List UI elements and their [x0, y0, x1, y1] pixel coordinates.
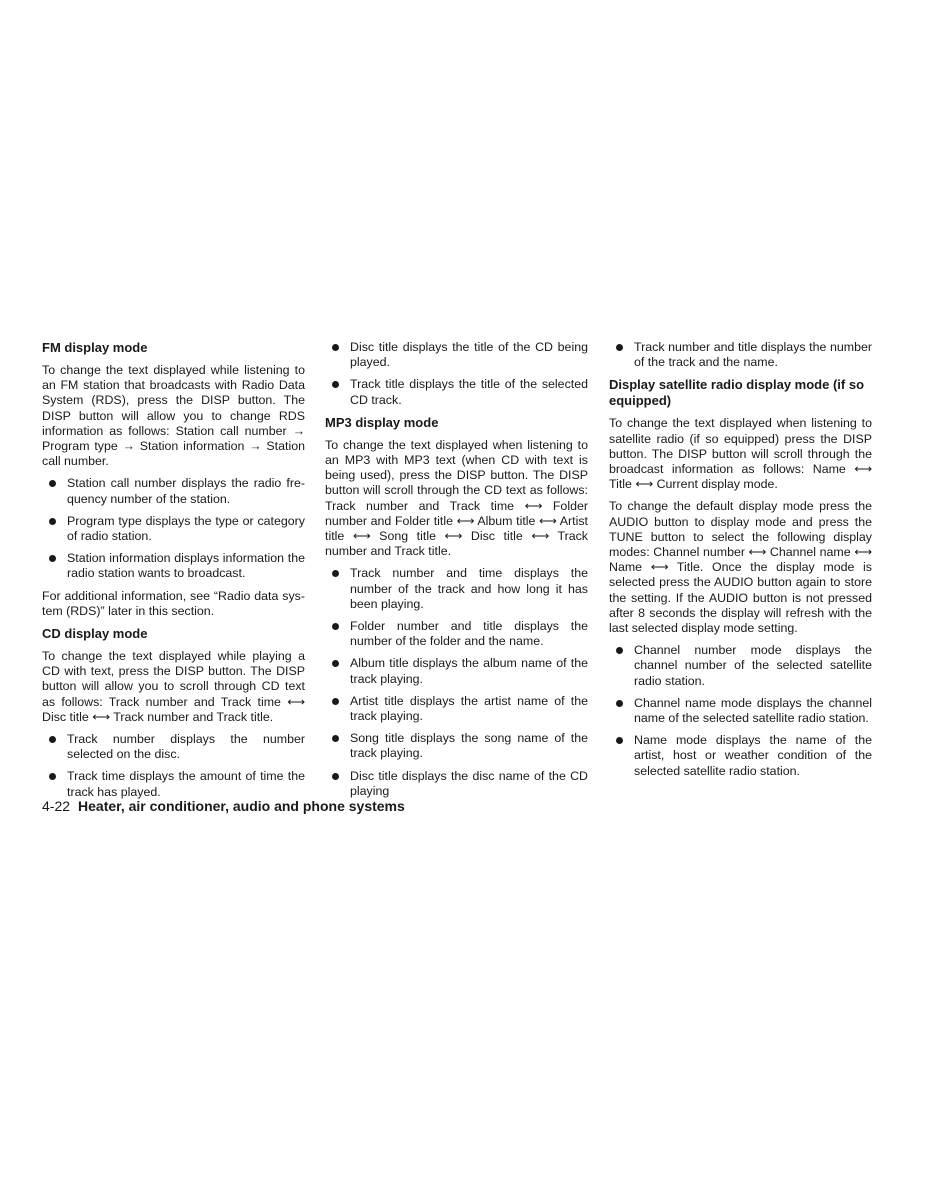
satellite-paragraph-1: To change the text displayed when listening to satellite radio (if so equipped) press the DISP button. The DISP button will scroll through the broadcast information as follows: Name ⟷ Title ⟷ Current display mode.	[609, 416, 872, 492]
cd-display-mode-paragraph: To change the text displayed while playing a CD with text, press the DISP button. The DISP button will allow you to scroll through CD text as follows: Track number and Track time ⟷ Disc title ⟷ Track number and Track title.	[42, 649, 305, 724]
satellite-bullet-list	[609, 643, 872, 779]
page-footer	[42, 797, 405, 815]
fm-additional-info-paragraph: For additional information, see “Radio data system (RDS)” later in this section.	[42, 588, 305, 618]
list-item: Track number displays the number selected on the disc.	[42, 732, 305, 762]
list-item: Disc title displays the title of the CD being played.	[325, 340, 588, 370]
list-item: Disc title displays the disc name of the CD playing	[325, 769, 588, 799]
fm-display-mode-paragraph: To change the text displayed while listening to an FM station that broadcasts with Radio Data System (RDS), press the DISP button. The DISP button will allow you to change RDS information as follows: Station call number → Program type → Station information → Station call number.	[42, 363, 305, 469]
mp3-bullet-list-continued	[609, 340, 872, 370]
list-item: Track time displays the amount of time the track has played.	[42, 769, 305, 799]
column-3	[609, 340, 872, 786]
bullet-icon	[332, 344, 339, 351]
bullet-icon	[616, 737, 623, 744]
list-item: Channel number mode displays the channel number of the selected satellite radio station.	[609, 643, 872, 689]
bullet-icon	[332, 735, 339, 742]
cd-bullet-list-continued	[325, 340, 588, 408]
bullet-icon	[332, 570, 339, 577]
cd-bullet-list	[42, 732, 305, 800]
list-item: Artist title displays the artist name of the track playing.	[325, 694, 588, 724]
bullet-icon	[332, 660, 339, 667]
list-item: Channel name mode displays the channel name of the selected satellite radio station.	[609, 696, 872, 726]
bullet-icon	[616, 700, 623, 707]
list-item: Name mode displays the name of the artist, host or weather condition of the selected satellite radio station.	[609, 733, 872, 779]
bullet-icon	[332, 623, 339, 630]
fm-bullet-list	[42, 476, 305, 581]
bullet-icon	[332, 698, 339, 705]
list-item: Track number and title displays the number of the track and the name.	[609, 340, 872, 370]
mp3-display-mode-paragraph: To change the text displayed when listening to an MP3 with MP3 text (when CD with text is being used), press the DISP button. The DISP button will scroll through the CD text as follows: Track number and Track time ⟷ Folder number and Folder title ⟷ Album title ⟷ Artist title ⟷ Song title ⟷ Disc title ⟷ Track number and Track title.	[325, 437, 588, 559]
list-item: Folder number and title displays the number of the folder and the name.	[325, 619, 588, 649]
fm-display-mode-heading: FM display mode	[42, 340, 148, 355]
bullet-icon	[49, 736, 56, 743]
cd-display-mode-heading: CD display mode	[42, 626, 148, 642]
mp3-display-mode-heading: MP3 display mode	[325, 414, 439, 430]
section-title: Heater, air conditioner, audio and phone systems	[78, 798, 405, 814]
bullet-icon	[49, 480, 56, 487]
satellite-paragraph-2: To change the default display mode press the AUDIO button to display mode and press the TUNE button to select the following display modes: Channel number ⟷ Channel name ⟷ Name ⟷ Title. Once the display mode is selected press the AUDIO button again to store the setting. If the AUDIO button is not pressed after 8 seconds the display will refresh with the last selected display mode setting.	[609, 499, 872, 636]
bullet-icon	[49, 555, 56, 562]
column-2	[325, 340, 588, 806]
list-item: Track number and time displays the number of the track and how long it has been playing.	[325, 566, 588, 612]
satellite-display-mode-heading: Display satellite radio display mode (if so equipped)	[609, 377, 865, 409]
bullet-icon	[49, 773, 56, 780]
bullet-icon	[616, 344, 623, 351]
bullet-icon	[49, 518, 56, 525]
list-item: Station information displays information the radio station wants to broadcast.	[42, 551, 305, 581]
bullet-icon	[332, 773, 339, 780]
mp3-bullet-list	[325, 566, 588, 799]
bullet-icon	[616, 647, 623, 654]
bullet-icon	[332, 381, 339, 388]
list-item: Track title displays the title of the selected CD track.	[325, 377, 588, 407]
column-1	[42, 340, 305, 807]
list-item: Program type displays the type or category of radio station.	[42, 514, 305, 544]
page-number: 4-22	[42, 798, 71, 814]
list-item: Song title displays the song name of the track playing.	[325, 731, 588, 761]
list-item: Station call number displays the radio frequency number of the station.	[42, 476, 305, 506]
list-item: Album title displays the album name of the track playing.	[325, 656, 588, 686]
